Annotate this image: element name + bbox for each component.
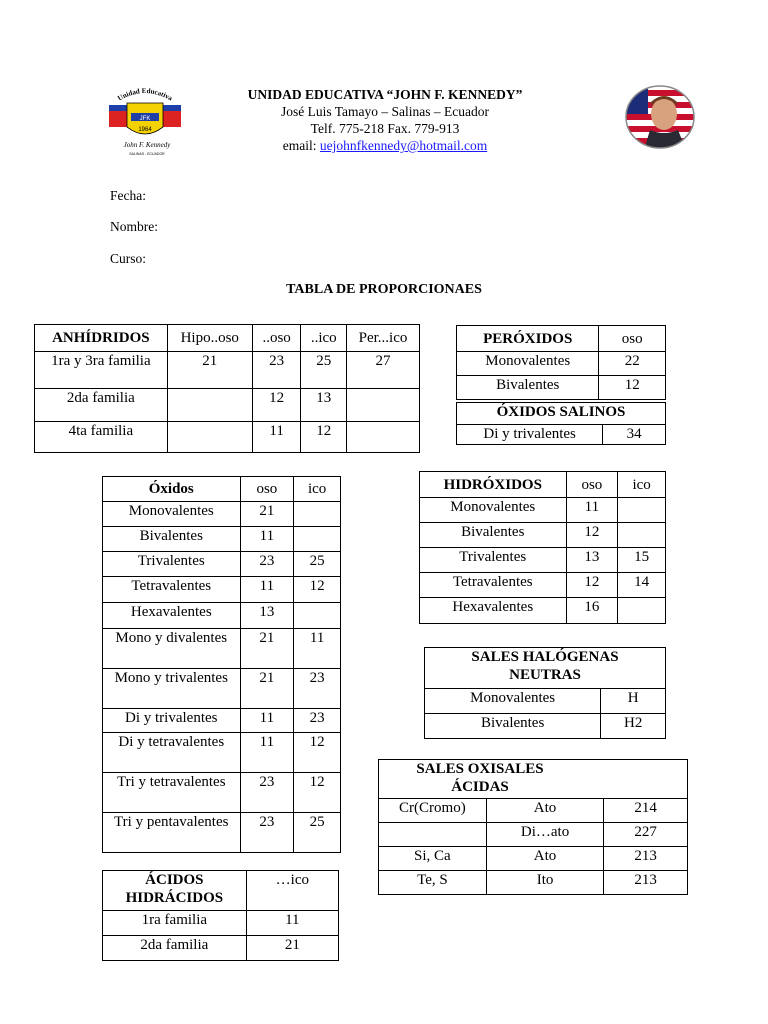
table-cell: 23 <box>252 352 301 389</box>
table-row <box>103 773 341 813</box>
curso-label: Curso: <box>110 251 147 266</box>
logo-place: SALINAS - ECUADOR <box>129 152 165 156</box>
table-cell: 22 <box>599 352 666 376</box>
table-row <box>103 552 341 577</box>
table-cell: Tetravalentes <box>103 577 241 603</box>
table-cell: 12 <box>294 577 341 603</box>
table-header-cell: oso <box>599 326 666 352</box>
table-row <box>103 502 341 527</box>
table-cell: Di y trivalentes <box>457 425 603 445</box>
table-cell <box>294 603 341 629</box>
table-cell: 12 <box>566 523 618 548</box>
table-row <box>35 389 420 422</box>
table-cell: 11 <box>566 498 618 523</box>
svg-text:Unidad Educativa <box>116 87 174 103</box>
table-cell: 16 <box>566 598 618 624</box>
table-row <box>457 352 666 376</box>
table-cell: Monovalentes <box>103 502 241 527</box>
table-header-cell: ÓXIDOS SALINOS <box>457 403 666 425</box>
table-cell: 27 <box>347 352 420 389</box>
table-cell: Tri y pentavalentes <box>103 813 241 853</box>
table-row <box>35 422 420 453</box>
table-cell <box>167 422 252 453</box>
table-cell: 21 <box>240 502 294 527</box>
table-cell: Mono y trivalentes <box>103 669 241 709</box>
table-row <box>379 799 688 823</box>
table-cell: Trivalentes <box>103 552 241 577</box>
table-cell: H <box>601 689 666 714</box>
table-header-row <box>420 472 666 498</box>
table-header-cell: oso <box>240 477 294 502</box>
table-header-row <box>425 648 666 689</box>
table-row <box>103 709 341 733</box>
table-cell: Bivalentes <box>425 714 601 739</box>
sales-oxisales-table <box>378 759 688 895</box>
table-cell <box>347 389 420 422</box>
table-cell: Monovalentes <box>425 689 601 714</box>
table-cell: 11 <box>240 527 294 552</box>
table-row <box>425 714 666 739</box>
email-label: email: <box>282 138 320 153</box>
table-cell: 14 <box>618 573 666 598</box>
kennedy-portrait <box>624 84 696 150</box>
table-header-cell: ANHÍDRIDOS <box>35 325 168 352</box>
table-cell: 213 <box>604 871 688 895</box>
table-header-row <box>103 477 341 502</box>
table-cell: 13 <box>301 389 347 422</box>
table-cell: 23 <box>240 773 294 813</box>
table-cell <box>294 527 341 552</box>
table-cell: 21 <box>240 629 294 669</box>
table-cell: Monovalentes <box>457 352 599 376</box>
school-logo <box>105 83 185 158</box>
table-header-cell: HIDRÓXIDOS <box>420 472 567 498</box>
table-header-cell: oso <box>566 472 618 498</box>
table-row <box>379 871 688 895</box>
table-cell: Bivalentes <box>420 523 567 548</box>
table-row <box>420 598 666 624</box>
table-cell <box>167 389 252 422</box>
table-row <box>103 527 341 552</box>
table-cell: 15 <box>618 548 666 573</box>
table-cell: 2da familia <box>35 389 168 422</box>
table-row <box>103 813 341 853</box>
table-header-row <box>35 325 420 352</box>
table-cell <box>294 502 341 527</box>
table-row <box>379 823 688 847</box>
table-row <box>103 669 341 709</box>
table-cell: 214 <box>604 799 688 823</box>
table-cell: 12 <box>599 376 666 400</box>
table-row <box>457 376 666 400</box>
table-cell: 11 <box>240 577 294 603</box>
table-cell: 23 <box>240 813 294 853</box>
school-name: UNIDAD EDUCATIVA “JOHN F. KENNEDY” <box>247 87 523 102</box>
table-cell: 23 <box>294 709 341 733</box>
table-cell: Bivalentes <box>103 527 241 552</box>
table-cell: 34 <box>603 425 666 445</box>
table-header-cell: ..ico <box>301 325 347 352</box>
table-cell: 4ta familia <box>35 422 168 453</box>
table-cell: Bivalentes <box>457 376 599 400</box>
table-cell: 11 <box>240 733 294 773</box>
logo-year: 1964 <box>138 127 152 133</box>
table-cell: Hexavalentes <box>103 603 241 629</box>
table-cell: Ito <box>486 871 604 895</box>
table-cell: Te, S <box>379 871 487 895</box>
table-row <box>420 573 666 598</box>
table-cell: 23 <box>294 669 341 709</box>
table-row <box>103 577 341 603</box>
table-cell: 13 <box>566 548 618 573</box>
table-row <box>420 548 666 573</box>
table-header-cell: Óxidos <box>103 477 241 502</box>
sales-oxisales-title: SALES OXISALES ÁCIDAS <box>416 761 544 795</box>
table-cell <box>618 498 666 523</box>
nombre-label: Nombre: <box>110 219 158 234</box>
table-header-row <box>103 871 339 911</box>
page-title: TABLA DE PROPORCIONAES <box>286 282 482 297</box>
table-row <box>35 352 420 389</box>
oxidos-table <box>102 476 341 853</box>
logo-text: Unidad Educativa <box>116 86 174 103</box>
table-header-row <box>379 760 688 799</box>
table-row <box>379 847 688 871</box>
table-cell: Monovalentes <box>420 498 567 523</box>
table-cell: 21 <box>167 352 252 389</box>
letterhead <box>180 86 590 154</box>
table-header-cell: PERÓXIDOS <box>457 326 599 352</box>
fecha-label: Fecha: <box>110 188 146 203</box>
acidos-hidracidos-table <box>102 870 339 961</box>
logo-initials: JFK <box>139 116 151 122</box>
peroxidos-table <box>456 325 666 400</box>
table-cell: H2 <box>601 714 666 739</box>
table-cell: 25 <box>301 352 347 389</box>
table-row <box>103 629 341 669</box>
table-header-row <box>457 326 666 352</box>
table-header-cell: ÁCIDOS HIDRÁCIDOS <box>103 871 247 911</box>
table-row <box>425 689 666 714</box>
table-cell: Di…ato <box>486 823 604 847</box>
table-row <box>103 733 341 773</box>
table-cell: Si, Ca <box>379 847 487 871</box>
hidroxidos-table <box>419 471 666 624</box>
table-cell: 12 <box>294 773 341 813</box>
table-cell: 213 <box>604 847 688 871</box>
table-cell: Hexavalentes <box>420 598 567 624</box>
table-cell: 21 <box>240 669 294 709</box>
table-row <box>420 523 666 548</box>
table-cell: 11 <box>246 911 338 936</box>
table-header-cell: …ico <box>246 871 338 911</box>
table-cell: 11 <box>240 709 294 733</box>
table-row <box>420 498 666 523</box>
table-cell: Ato <box>486 847 604 871</box>
table-cell <box>347 422 420 453</box>
table-cell: 1ra y 3ra familia <box>35 352 168 389</box>
logo-signature: John F. Kennedy <box>123 141 171 149</box>
table-cell: Tetravalentes <box>420 573 567 598</box>
table-cell: 13 <box>240 603 294 629</box>
table-cell: Ato <box>486 799 604 823</box>
school-phone: Telf. 775-218 Fax. 779-913 <box>310 121 460 136</box>
table-cell: Di y trivalentes <box>103 709 241 733</box>
table-cell: 2da familia <box>103 936 247 961</box>
table-cell: 21 <box>246 936 338 961</box>
table-cell: 227 <box>604 823 688 847</box>
table-row <box>103 911 339 936</box>
table-cell: Tri y tetravalentes <box>103 773 241 813</box>
table-cell: 12 <box>301 422 347 453</box>
table-row <box>457 425 666 445</box>
table-cell: 1ra familia <box>103 911 247 936</box>
table-cell: 12 <box>294 733 341 773</box>
table-row <box>103 936 339 961</box>
table-header-cell: Per...ico <box>347 325 420 352</box>
table-cell: 11 <box>294 629 341 669</box>
school-email-line <box>180 137 590 154</box>
table-header-cell: ..oso <box>252 325 301 352</box>
oxidos-salinos-table <box>456 402 666 445</box>
table-cell: 25 <box>294 813 341 853</box>
email-link[interactable]: uejohnfkennedy@hotmail.com <box>319 138 488 153</box>
table-cell <box>379 823 487 847</box>
table-header-cell <box>379 760 688 799</box>
table-cell: Mono y divalentes <box>103 629 241 669</box>
table-cell: 25 <box>294 552 341 577</box>
table-cell <box>618 598 666 624</box>
table-row <box>103 603 341 629</box>
anhidridos-table <box>34 324 420 453</box>
table-cell: 11 <box>252 422 301 453</box>
table-header-cell: ico <box>618 472 666 498</box>
table-header-row <box>457 403 666 425</box>
table-header-cell: SALES HALÓGENAS NEUTRAS <box>425 648 666 689</box>
table-header-cell: ico <box>294 477 341 502</box>
table-cell: 12 <box>252 389 301 422</box>
school-address: José Luis Tamayo – Salinas – Ecuador <box>280 104 490 119</box>
table-header-cell: Hipo..oso <box>167 325 252 352</box>
table-cell: Cr(Cromo) <box>379 799 487 823</box>
table-cell: Di y tetravalentes <box>103 733 241 773</box>
table-cell: Trivalentes <box>420 548 567 573</box>
table-cell: 12 <box>566 573 618 598</box>
table-cell: 23 <box>240 552 294 577</box>
table-cell <box>618 523 666 548</box>
sales-halogenas-table <box>424 647 666 739</box>
